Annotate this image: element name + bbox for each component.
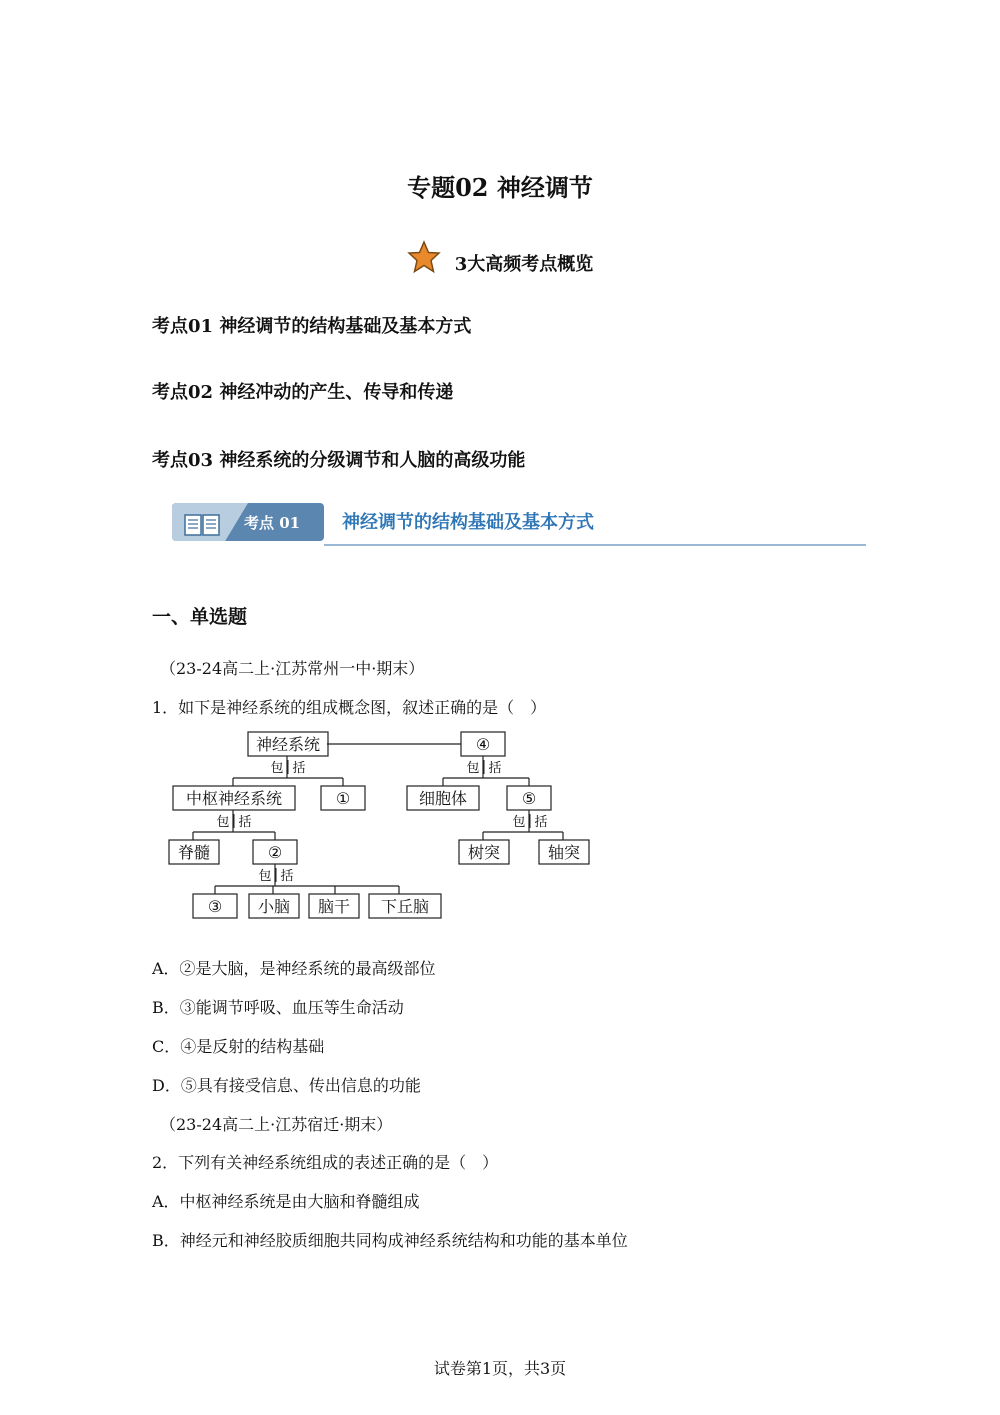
label-kuo: 括 bbox=[280, 869, 294, 884]
overview-heading bbox=[0, 240, 1000, 274]
banner-heading: 神经调节的结构基础及基本方式 bbox=[342, 512, 594, 533]
kaodian-01: 考点01 神经调节的结构基础及基本方式 bbox=[152, 316, 472, 337]
node-central: 中枢神经系统 bbox=[185, 789, 283, 808]
node-5: ⑤ bbox=[521, 789, 537, 808]
concept-diagram bbox=[165, 728, 595, 924]
node-cellbody: 细胞体 bbox=[418, 789, 468, 808]
label-bao: 包 bbox=[270, 761, 284, 776]
node-4: ④ bbox=[475, 735, 491, 754]
node-dendrite: 树突 bbox=[467, 843, 501, 862]
label-kuo: 括 bbox=[292, 761, 306, 776]
kaodian-03: 考点03 神经系统的分级调节和人脑的高级功能 bbox=[152, 450, 526, 471]
label-kuo: 括 bbox=[534, 815, 548, 830]
q1-option-c: C．④是反射的结构基础 bbox=[152, 1037, 325, 1056]
node-nervous-system: 神经系统 bbox=[255, 735, 321, 754]
q2-stem: 2．下列有关神经系统组成的表述正确的是（ ） bbox=[152, 1153, 499, 1172]
label-bao: 包 bbox=[466, 761, 480, 776]
q2-option-b: B．神经元和神经胶质细胞共同构成神经系统结构和功能的基本单位 bbox=[152, 1231, 628, 1250]
banner-tab-label: 考点 01 bbox=[244, 514, 301, 532]
label-bao: 包 bbox=[258, 869, 272, 884]
section-title: 一、单选题 bbox=[152, 606, 248, 628]
kaodian-02: 考点02 神经冲动的产生、传导和传递 bbox=[152, 382, 454, 403]
label-kuo: 括 bbox=[238, 815, 252, 830]
banner-rule bbox=[324, 544, 866, 546]
label-kuo: 括 bbox=[488, 761, 502, 776]
node-3: ③ bbox=[207, 897, 223, 916]
q1-option-d: D．⑤具有接受信息、传出信息的功能 bbox=[152, 1076, 421, 1095]
page-title: 专题02 神经调节 bbox=[407, 173, 593, 202]
node-spinal: 脊髓 bbox=[177, 843, 211, 862]
node-axon: 轴突 bbox=[547, 843, 581, 862]
node-cerebellum: 小脑 bbox=[257, 897, 291, 916]
node-1: ① bbox=[335, 789, 351, 808]
q1-option-a: A．②是大脑，是神经系统的最高级部位 bbox=[152, 959, 436, 978]
node-2: ② bbox=[267, 843, 283, 862]
label-bao: 包 bbox=[512, 815, 526, 830]
q1-source: （23-24高二上·江苏常州一中·期末） bbox=[160, 659, 425, 678]
overview-text: 3大高频考点概览 bbox=[454, 254, 594, 275]
node-hypothalamus: 下丘脑 bbox=[380, 897, 430, 916]
q2-source: （23-24高二上·江苏宿迁·期末） bbox=[160, 1115, 393, 1134]
page-footer: 试卷第1页，共3页 bbox=[433, 1359, 567, 1378]
q2-option-a: A．中枢神经系统是由大脑和脊髓组成 bbox=[152, 1192, 420, 1211]
star-icon bbox=[407, 240, 441, 274]
kaodian-banner bbox=[172, 503, 866, 547]
label-bao: 包 bbox=[216, 815, 230, 830]
q1-stem: 1．如下是神经系统的组成概念图，叙述正确的是（ ） bbox=[152, 698, 547, 717]
node-brainstem: 脑干 bbox=[317, 897, 351, 916]
book-icon bbox=[184, 514, 220, 536]
q1-option-b: B．③能调节呼吸、血压等生命活动 bbox=[152, 998, 404, 1017]
